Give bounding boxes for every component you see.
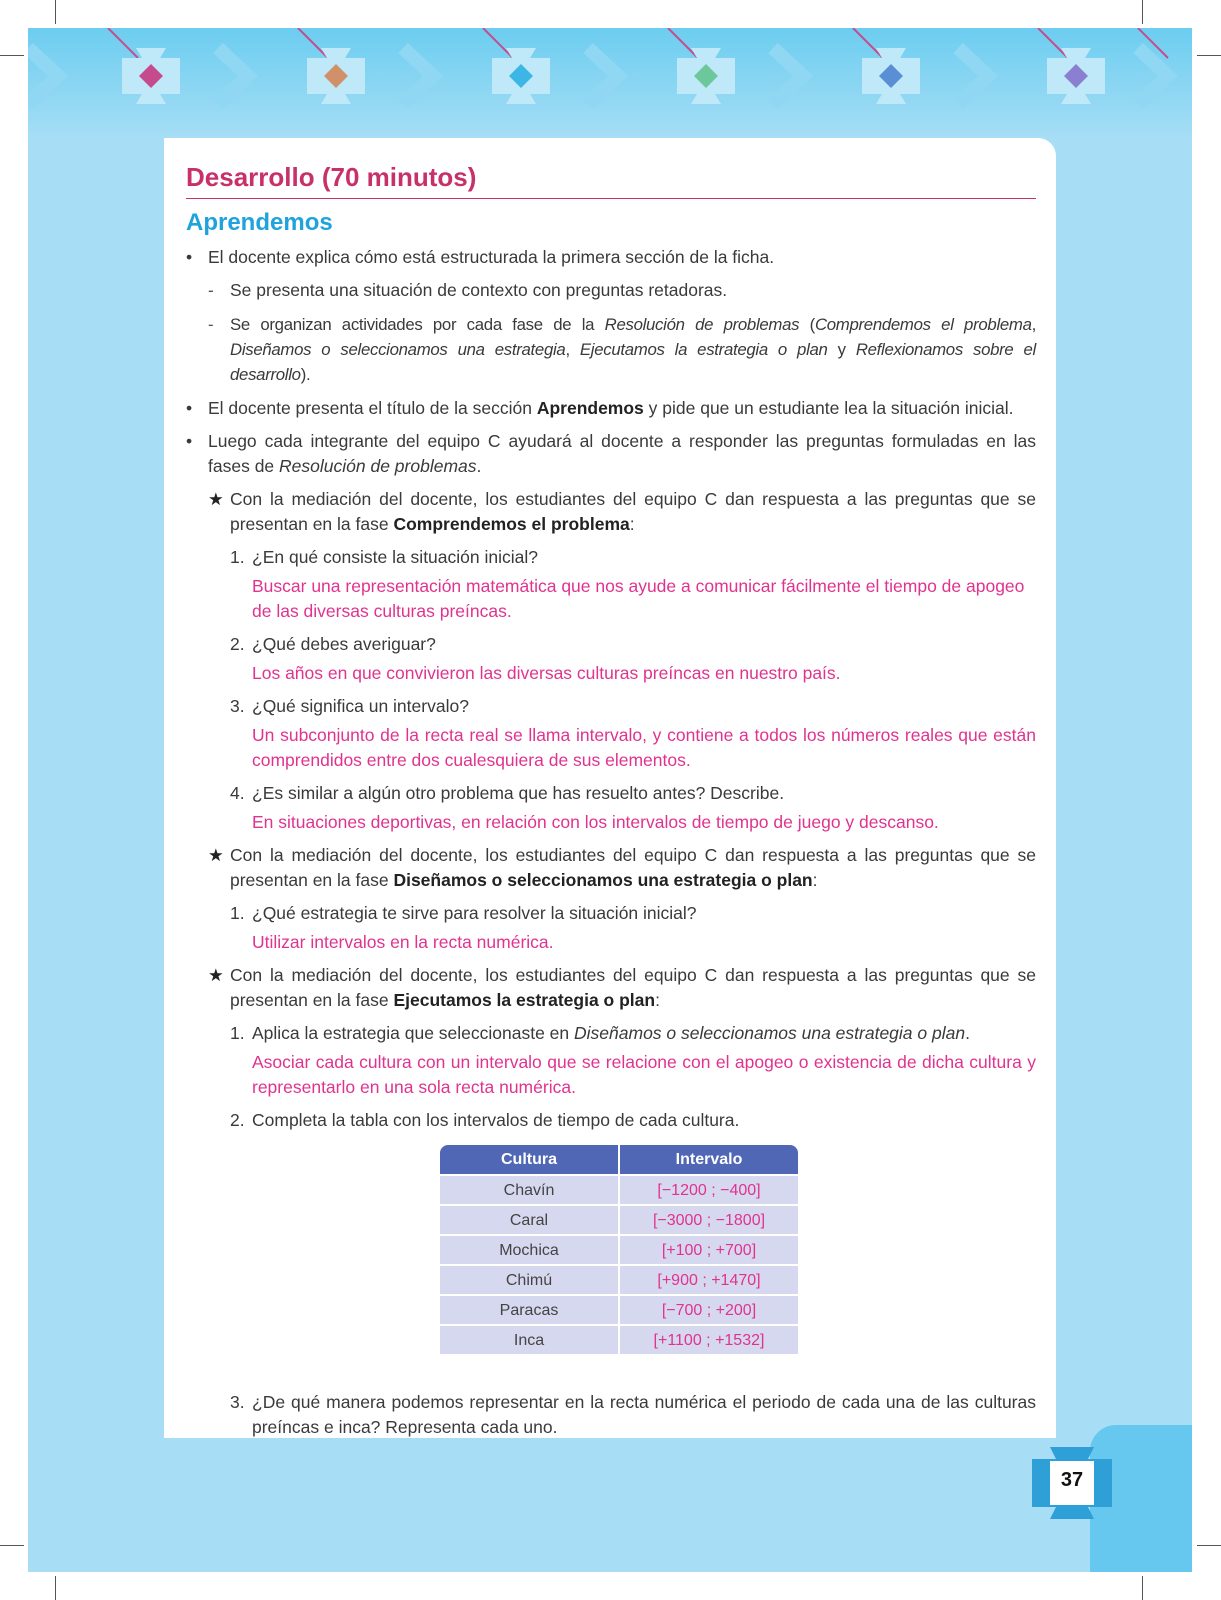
answer-text: Buscar una representación matemática que nos ayude a comunicar fácilmente el tiempo de apogeo de las diversas culturas preíncas. xyxy=(252,576,1025,621)
interval-cell: [−1200 ; −400] xyxy=(620,1174,798,1204)
dash-text: Se presenta una situación de contexto con preguntas retadoras. xyxy=(230,280,728,300)
decorative-banner xyxy=(28,28,1192,140)
section-subheading: Aprendemos xyxy=(186,209,333,236)
phase-item xyxy=(186,487,1036,537)
interval-cell: [−700 ; +200] xyxy=(620,1294,798,1324)
answer-text: Un subconjunto de la recta real se llama intervalo, y contiene a todos los números reales que están comprendidos entre dos cualesquiera de sus elementos. xyxy=(252,725,1036,770)
question-number: 1. xyxy=(230,547,245,567)
question-text: Aplica la estrategia que seleccionaste en xyxy=(252,1023,575,1043)
bullet-item xyxy=(186,396,1036,421)
culture-cell: Mochica xyxy=(440,1234,620,1264)
phase-name: Ejecutamos la estrategia o plan xyxy=(393,990,656,1010)
question-text: ¿Qué significa un intervalo? xyxy=(252,696,469,716)
interval-cell: [−3000 ; −1800] xyxy=(620,1204,798,1234)
italic-term: Diseñamos o seleccionamos una estrategia xyxy=(230,340,566,359)
interval-cell: [+100 ; +700] xyxy=(620,1234,798,1264)
page-number: 37 xyxy=(1060,1469,1084,1491)
question-text: ¿Qué debes averiguar? xyxy=(252,634,436,654)
answer-text: En situaciones deportivas, en relación con los intervalos de tiempo de juego y descanso. xyxy=(252,812,939,832)
culture-cell: Chavín xyxy=(440,1174,620,1204)
bullet-item xyxy=(186,429,1036,479)
table-row xyxy=(440,1234,798,1264)
bullet-item xyxy=(186,245,1036,270)
section-heading: Desarrollo (70 minutos) xyxy=(186,160,1036,199)
phase-text: Con la mediación del docente, los estudiantes del equipo C dan respuesta a las preguntas que se presentan en la fase xyxy=(230,965,1036,1010)
italic-term: Reflexionamos sobre el desarrollo xyxy=(230,340,1036,384)
crop-mark xyxy=(1197,1545,1221,1546)
punct: , xyxy=(565,340,580,359)
question-text: ¿Es similar a algún otro problema que has resuelto antes? Describe. xyxy=(252,783,785,803)
question-number: 4. xyxy=(230,783,245,803)
question-item xyxy=(186,694,1036,719)
punct: . xyxy=(965,1023,970,1043)
culture-cell: Inca xyxy=(440,1324,620,1354)
punct: ( xyxy=(799,315,815,334)
question-text: ¿De qué manera podemos representar en la recta numérica el periodo de cada una de las culturas preíncas e inca? Representa cada uno. xyxy=(252,1392,1036,1437)
phase-item xyxy=(186,843,1036,893)
dash-text: Se organizan actividades por cada fase de la xyxy=(230,315,605,334)
culture-interval-table xyxy=(440,1145,798,1354)
phase-name: Diseñamos o seleccionamos una estrategia o plan xyxy=(393,870,813,890)
bullet-text: Luego cada integrante del equipo C ayudará al docente a responder las preguntas formuladas en las fases de xyxy=(208,431,1036,476)
crop-mark xyxy=(55,1576,56,1600)
question-text: ¿En qué consiste la situación inicial? xyxy=(252,547,538,567)
bullet-text: y pide que un estudiante lea la situación inicial. xyxy=(643,398,1014,418)
table-row xyxy=(440,1204,798,1234)
question-item xyxy=(186,545,1036,570)
culture-cell: Caral xyxy=(440,1204,620,1234)
dash-item xyxy=(186,312,1036,387)
question-number: 1. xyxy=(230,903,245,923)
column-header-culture: Cultura xyxy=(440,1145,620,1174)
punct: : xyxy=(629,514,635,534)
interval-cell: [+900 ; +1470] xyxy=(620,1264,798,1294)
table-row xyxy=(440,1324,798,1354)
question-item xyxy=(186,1021,1036,1046)
dash-item xyxy=(186,278,1036,303)
phase-text: Con la mediación del docente, los estudiantes del equipo C dan respuesta a las preguntas que se presentan en la fase xyxy=(230,489,1036,534)
main-content xyxy=(186,160,1036,1444)
phase-name: Comprendemos el problema xyxy=(393,514,630,534)
question-text: Completa la tabla con los intervalos de tiempo de cada cultura. xyxy=(252,1110,740,1130)
question-item xyxy=(186,1390,1036,1440)
question-number: 2. xyxy=(230,1110,245,1130)
phase-text: Con la mediación del docente, los estudiantes del equipo C dan respuesta a las preguntas que se presentan en la fase xyxy=(230,845,1036,890)
star-icon: ★ xyxy=(208,965,224,985)
table-row xyxy=(440,1264,798,1294)
italic-term: Diseñamos o seleccionamos una estrategia o plan xyxy=(574,1023,966,1043)
culture-cell: Chimú xyxy=(440,1264,620,1294)
question-number: 2. xyxy=(230,634,245,654)
answer-text: Utilizar intervalos en la recta numérica. xyxy=(252,932,554,952)
culture-cell: Paracas xyxy=(440,1294,620,1324)
dash-marker: - xyxy=(208,315,214,334)
bullet-text: El docente explica cómo está estructurada la primera sección de la ficha. xyxy=(208,247,775,267)
table-header-row xyxy=(440,1145,798,1174)
crop-mark xyxy=(55,0,56,24)
punct: y xyxy=(827,340,856,359)
phase-item xyxy=(186,963,1036,1013)
crop-mark xyxy=(1142,0,1143,24)
crop-mark xyxy=(0,1545,24,1546)
crop-mark xyxy=(0,55,24,56)
question-number: 3. xyxy=(230,696,245,716)
table-row xyxy=(440,1174,798,1204)
question-text: ¿Qué estrategia te sirve para resolver la situación inicial? xyxy=(252,903,697,923)
italic-term: Resolución de problemas xyxy=(279,456,477,476)
punct: , xyxy=(1031,315,1036,334)
star-icon: ★ xyxy=(208,845,224,865)
answer-text: Los años en que convivieron las diversas culturas preíncas en nuestro país. xyxy=(252,663,841,683)
question-item xyxy=(186,781,1036,806)
punct: . xyxy=(476,456,482,476)
question-item xyxy=(186,901,1036,926)
interval-cell: [+1100 ; +1532] xyxy=(620,1324,798,1354)
dash-marker: - xyxy=(208,280,214,300)
bullet-text: El docente presenta el título de la sección xyxy=(208,398,537,418)
table-row xyxy=(440,1294,798,1324)
question-item xyxy=(186,632,1036,657)
star-icon: ★ xyxy=(208,489,224,509)
crop-mark xyxy=(1197,55,1221,56)
crop-mark xyxy=(1142,1576,1143,1600)
question-item xyxy=(186,1108,1036,1133)
punct: : xyxy=(812,870,818,890)
punct: ). xyxy=(300,365,311,384)
italic-term: Comprendemos el problema xyxy=(814,315,1032,334)
answer-text: Asociar cada cultura con un intervalo que se relacione con el apogeo o existencia de dicha cultura y representarlo en una sola recta numérica. xyxy=(252,1052,1036,1097)
italic-term: Resolución de problemas xyxy=(604,315,800,334)
question-number: 3. xyxy=(230,1392,245,1412)
punct: : xyxy=(655,990,660,1010)
column-header-interval: Intervalo xyxy=(620,1145,798,1174)
question-number: 1. xyxy=(230,1023,245,1043)
italic-term: Ejecutamos la estrategia o plan xyxy=(579,340,828,359)
bold-term: Aprendemos xyxy=(536,398,644,418)
